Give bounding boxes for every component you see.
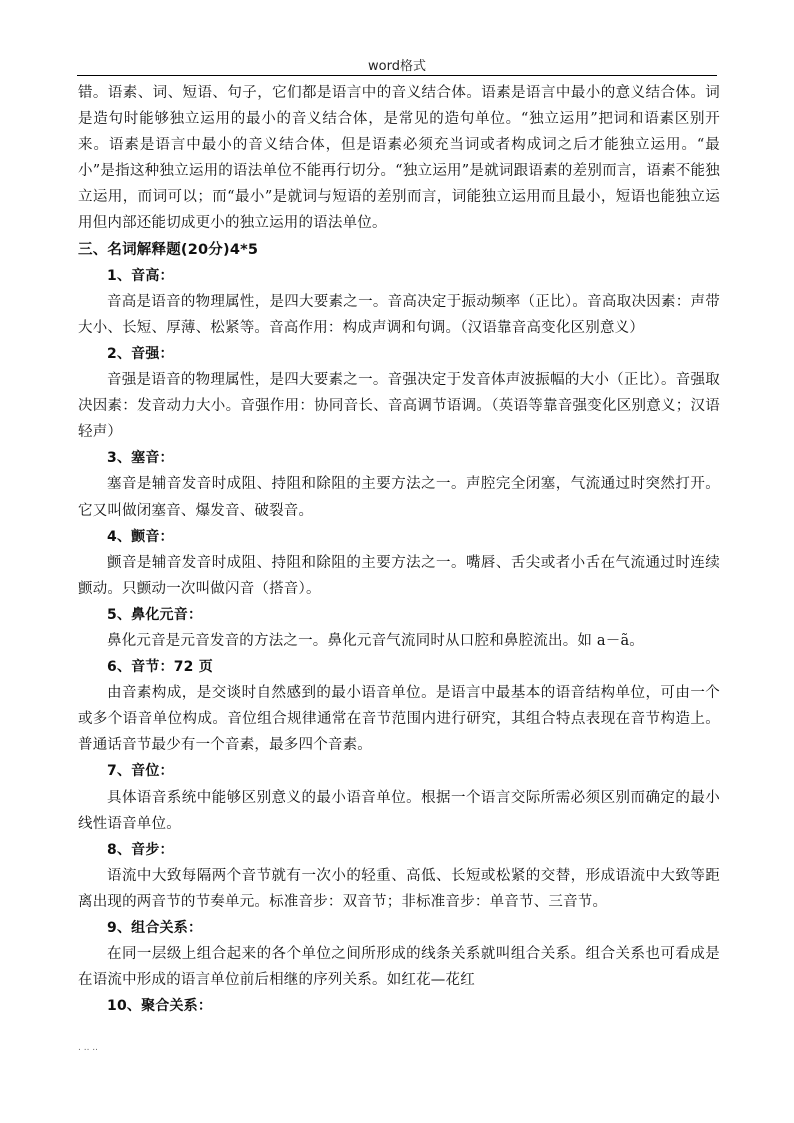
term-definition: 音高是语音的物理属性，是四大要素之一。音高决定于振动频率（正比）。音高取决因素：声带大小、长短、厚薄、松紧等。音高作用：构成声调和句调。（汉语靠音高变化区别意义） [78,293,720,336]
document-body [78,80,720,1019]
page-footer: . .. .. [78,1043,99,1053]
term-label: 5、鼻化元音： [107,606,203,623]
page-header: word格式 [368,59,426,74]
term-label: 8、音步： [107,841,174,858]
term-label: 9、组合关系： [107,920,203,936]
term-definition: 塞音是辅音发音时成阻、持阻和除阻的主要方法之一。声腔完全闭塞，气流通过时突然打开。它又叫做闭塞音、爆发音、破裂音。 [78,476,720,519]
term-definition: 语流中大致每隔两个音节就有一次小的轻重、高低、长短或松紧的交替，形成语流中大致等距离出现的两音节的节奏单元。标准音步：双音节；非标准音步：单音节、三音节。 [78,867,720,910]
term-label: 6、音节：72 页 [107,659,213,676]
term-label: 10、聚合关系： [107,998,213,1015]
term-label: 4、颤音： [107,528,174,545]
intro-paragraph: 错。语素、词、短语、句子，它们都是语言中的音义结合体。语素是语言中最小的意义结合体。词是造句时能够独立运用的最小的音义结合体，是常见的造句单位。“独立运用”把词和语素区别开来。语素是语言中最小的音义结合体，但是语素必须充当词或者构成词之后才能独立运用。“最小”是指这种独立运用的语法单位不能再行切分。“独立运用”是就词跟语素的差别而言，语素不能独立运用，而词可以；而“最小”是就词与短语的差别而言，词能独立运用而且最小，短语也能独立运用但内部还能切成更小的独立运用的语法单位。 [78,85,720,232]
term-label: 2、音强： [107,345,174,362]
term-definition: 音强是语音的物理属性，是四大要素之一。音强决定于发音体声波振幅的大小（正比）。音强取决因素：发音动力大小。音强作用：协同音长、音高调节语调。（英语等靠音强变化区别意义；汉语轻声） [78,372,720,441]
term-label: 1、音高： [107,267,174,284]
term-definition: 颤音是辅音发音时成阻、持阻和除阻的主要方法之一。嘴唇、舌尖或者小舌在气流通过时连续颤动。只颤动一次叫做闪音（搭音）。 [78,554,720,597]
term-definition: 由音素构成，是交谈时自然感到的最小语音单位。是语言中最基本的语音结构单位，可由一个或多个语音单位构成。音位组合规律通常在音节范围内进行研究，其组合特点表现在音节构造上。普通话音节最少有一个音素，最多四个音素。 [78,685,720,754]
header-divider [77,75,717,76]
term-definition: 鼻化元音是元音发音的方法之一。鼻化元音气流同时从口腔和鼻腔流出。如 a－ã。 [107,632,644,649]
term-label: 7、音位： [107,763,174,780]
term-label: 3、塞音： [107,450,174,467]
term-definition: 在同一层级上组合起来的各个单位之间所形成的线条关系就叫组合关系。组合关系也可看成是在语流中形成的语言单位前后相继的序列关系。如红花—花红 [78,946,720,989]
section-title: 三、名词解释题(20分)4*5 [78,241,259,258]
term-definition: 具体语音系统中能够区别意义的最小语音单位。根据一个语言交际所需必须区别而确定的最小线性语音单位。 [78,789,720,832]
